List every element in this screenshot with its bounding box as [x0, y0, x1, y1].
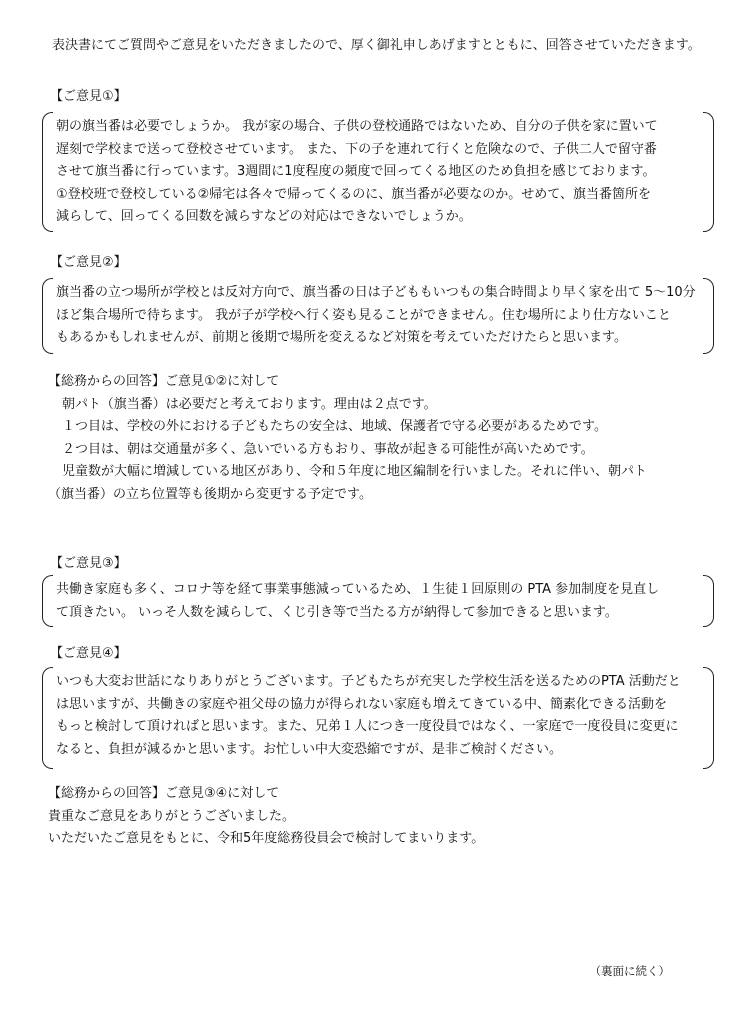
opinion2-line: 旗当番の立つ場所が学校とは反対方向で、旗当番の日は子どももいつもの集合時間より早く家を出て 5～10分	[56, 285, 696, 300]
answer1-heading: 【総務からの回答】ご意見①②に対して	[48, 374, 280, 389]
opinion4-line: もっと検討して頂ければと思います。また、兄弟１人につき一度役員ではなく、一家庭で一度役員に変更に	[56, 719, 679, 734]
opinion4-heading: 【ご意見④】	[50, 646, 127, 661]
opinion2-line: もあるかもしれませんが、前期と後期で場所を変えるなど対策を考えていただけたらと思います。	[56, 330, 627, 345]
opinion2-line: ほど集合場所で待ちます。 我が子が学校へ行く姿も見ることができません。住む場所により仕方ないこと	[56, 307, 671, 323]
opinion1-box	[42, 112, 714, 232]
opinion3-heading: 【ご意見③】	[50, 556, 127, 571]
opinion4-line: なると、負担が減るかと思います。お忙しい中大変恐縮ですが、是非ご検討ください。	[56, 741, 562, 757]
answer2-heading: 【総務からの回答】ご意見③④に対して	[48, 786, 280, 801]
answer1-section	[48, 371, 728, 506]
answer1-line: 朝パト（旗当番）は必要だと考えております。理由は２点です。	[62, 396, 437, 412]
answer2-section	[48, 783, 728, 851]
opinion2-box	[42, 278, 714, 354]
answer1-line: １つ目は、学校の外における子どもたちの安全は、地域、保護者で守る必要があるためです。	[62, 419, 607, 434]
opinion1-line: させて旗当番に行っています。3週間に1度程度の頻度で回ってくる地区のため負担を感じております。	[56, 164, 656, 179]
opinion1-line: 減らして、回ってくる回数を減らすなどの対応はできないでしょうか。	[56, 209, 472, 224]
opinion1-line: 遅刻で学校まで送って登校させています。 また、下の子を連れて行くと危険なので、子供二人で留守番	[56, 141, 657, 157]
answer1-line: ２つ目は、朝は交通量が多く、急いでいる方もおり、事故が起きる可能性が高いためです。	[62, 441, 594, 457]
opinion2-text	[42, 278, 714, 354]
opinion3-line: て頂きたい。 いっそ人数を減らして、くじ引き等で当たる方が納得して参加できると思います。	[56, 604, 618, 620]
opinion1-line: ①登校班で登校している②帰宅は各々で帰ってくるのに、旗当番が必要なのか。せめて、旗当番箇所を	[56, 186, 652, 202]
answer2-line: いただいたご意見をもとに、令和5年度総務役員会で検討してまいります。	[48, 831, 485, 846]
answer2-line: 貴重なご意見をありがとうございました。	[48, 808, 296, 824]
opinion1-heading: 【ご意見①】	[50, 89, 127, 104]
opinion4-text	[42, 667, 714, 765]
opinion2-heading: 【ご意見②】	[50, 255, 127, 270]
opinion3-box	[42, 575, 714, 627]
opinion1-text	[42, 112, 714, 233]
opinion1-line: 朝の旗当番は必要でしょうか。 我が家の場合、子供の登校通路ではないため、自分の子供を家に置いて	[56, 119, 658, 134]
answer1-line: （旗当番）の立ち位置等も後期から変更する予定です。	[48, 486, 372, 502]
opinion3-line: 共働き家庭も多く、コロナ等を経て事業事態減っているため、１生徒１回原則の PTA 参加制度を見直し	[56, 582, 660, 597]
opinion4-line: いつも大変お世話になりありがとうございます。子どもたちが充実した学校生活を送るためのPTA 活動だと	[56, 674, 681, 689]
opinion3-text	[42, 575, 714, 628]
opinion4-line: は思いますが、共働きの家庭や祖父母の協力が得られない家庭も増えてきている中、簡素化できる活動を	[56, 696, 668, 712]
answer1-line: 児童数が大幅に増減している地区があり、令和５年度に地区編制を行いました。それに伴い、朝パト	[62, 464, 647, 479]
intro-text: 表決書にてご質問やご意見をいただきましたので、厚く御礼申しあげますとともに、回答させていただきます。	[52, 38, 701, 53]
opinion4-box	[42, 667, 714, 769]
continued-on-back-note: （裏面に続く）	[589, 964, 670, 978]
